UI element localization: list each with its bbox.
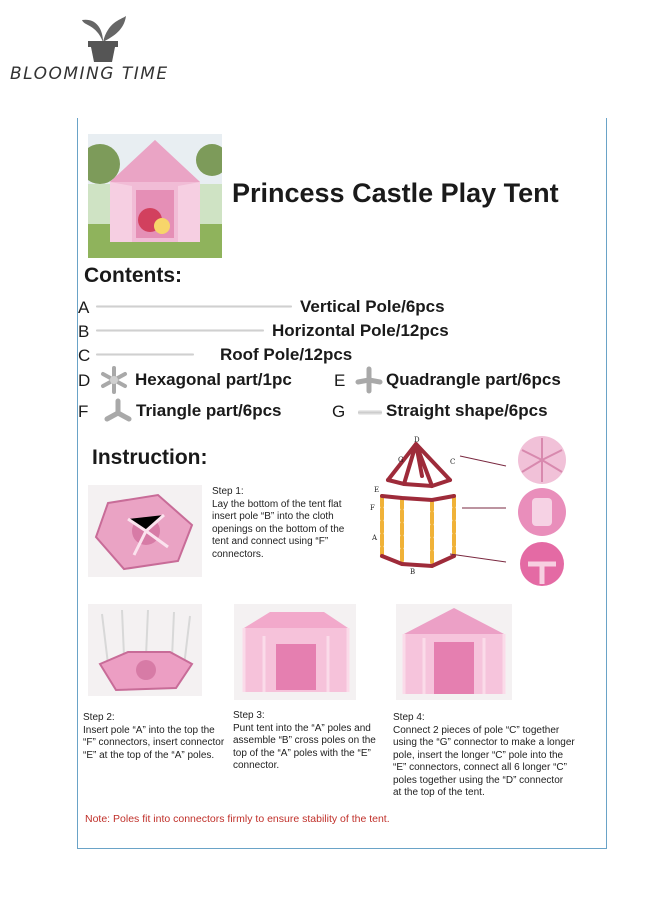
part-e-label: Quadrangle part/6pcs: [386, 370, 561, 389]
step2-image: [88, 604, 202, 696]
step3-image: [234, 604, 356, 700]
label-d: D: [414, 436, 420, 444]
pole-c-letter: C: [78, 346, 91, 365]
plant-pot-icon: [76, 14, 130, 64]
pole-c-image: [96, 353, 194, 356]
part-f-letter: F: [78, 402, 89, 421]
step2-line: “F” connectors, insert connector: [83, 737, 225, 748]
step4-line: pole, insert the longer “C” pole into the: [393, 749, 564, 761]
label-e: E: [374, 486, 380, 494]
label-g: G: [398, 456, 404, 464]
connector-closeups: [514, 436, 570, 586]
step1-title: Step 1:: [212, 486, 244, 497]
step4-line: using the “G” connector to make a longer: [393, 737, 575, 748]
pole-b-label: Horizontal Pole/12pcs: [272, 321, 449, 340]
step1-line: openings on the bottom of the: [212, 523, 345, 535]
contents-heading: Contents:: [84, 264, 182, 287]
part-d-label: Hexagonal part/1pc: [135, 370, 292, 389]
pole-a-image: [96, 305, 292, 308]
instruction-heading: Instruction:: [92, 446, 208, 469]
step3-line: top of the “A” poles with the “E”: [233, 747, 371, 759]
step1-line: connectors.: [212, 548, 264, 560]
step4-line: at the top of the tent.: [393, 787, 485, 798]
label-a: A: [372, 534, 378, 542]
pole-b-letter: B: [78, 322, 90, 341]
step1-line: Lay the bottom of the tent flat: [212, 498, 342, 510]
label-b: B: [410, 568, 416, 576]
page-title: Princess Castle Play Tent: [232, 178, 559, 208]
pole-a-label: Vertical Pole/6pcs: [300, 297, 445, 316]
step2-text: [83, 712, 224, 762]
part-e-letter: E: [334, 371, 346, 390]
step2-line: “E” at the top of the “A” poles.: [83, 749, 215, 761]
brand-logo: [6, 14, 192, 84]
stability-note: Note: Poles fit into connectors firmly to ensure stability of the tent.: [85, 813, 390, 825]
step4-line: poles together using the “D” connector: [393, 774, 564, 786]
straight-connector-icon: [358, 410, 382, 415]
step3-line: Punt tent into the “A” poles and: [233, 722, 371, 734]
step1-line: tent and connect using “F”: [212, 536, 329, 547]
step2-line: Insert pole “A” into the top the: [83, 724, 215, 736]
step4-title: Step 4:: [393, 712, 425, 723]
step1-text: [212, 486, 344, 561]
step4-line: Connect 2 pieces of pole “C” together: [393, 724, 560, 736]
tent-photo: [88, 134, 222, 258]
step4-line: “E” connectors, connect all 6 longer “C”: [393, 762, 567, 773]
label-f: F: [370, 504, 375, 512]
part-g-label: Straight shape/6pcs: [386, 401, 548, 420]
pole-a-letter: A: [78, 298, 90, 317]
pole-b-image: [96, 329, 264, 332]
quadrangle-connector-icon: [355, 366, 383, 394]
step1-line: insert pole “B” into the cloth: [212, 511, 334, 522]
triangle-connector-icon: [104, 398, 132, 424]
hexagonal-connector-icon: [100, 366, 128, 394]
part-f-label: Triangle part/6pcs: [136, 401, 282, 420]
step1-image: [88, 485, 202, 577]
step3-line: assemble “B” cross poles on the: [233, 735, 376, 746]
part-d-letter: D: [78, 371, 91, 390]
step3-title: Step 3:: [233, 710, 265, 721]
pole-c-label: Roof Pole/12pcs: [220, 345, 353, 364]
part-g-letter: G: [332, 402, 346, 421]
brand-name: BLOOMING TIME: [10, 64, 169, 84]
frame-diagram: [370, 436, 510, 576]
step4-text: [393, 712, 575, 800]
step4-image: [396, 604, 512, 700]
step3-text: [233, 710, 376, 773]
label-c: C: [450, 458, 456, 466]
step3-line: connector.: [233, 760, 280, 771]
step2-title: Step 2:: [83, 712, 115, 723]
